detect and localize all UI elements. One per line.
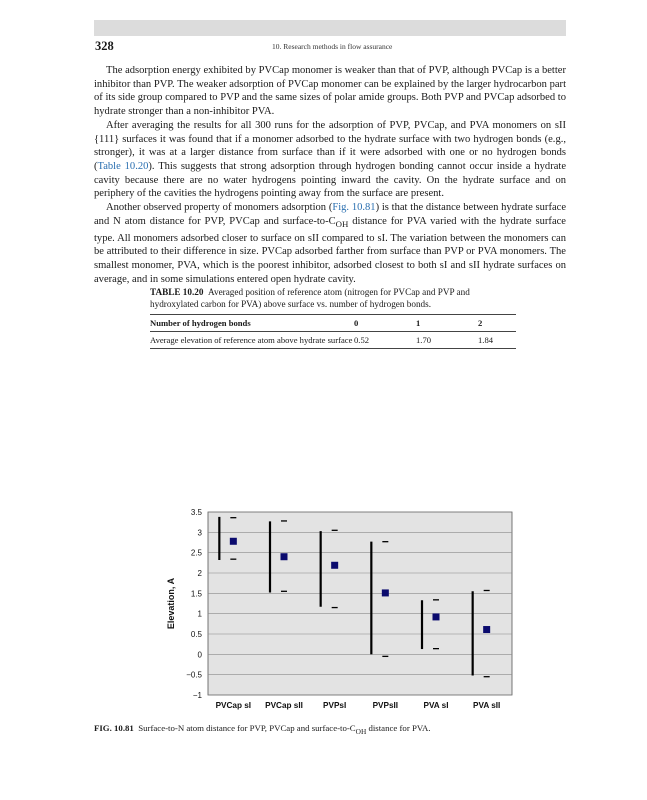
- table-cell: Average elevation of reference atom above hydrate surface: [150, 335, 353, 345]
- body-text: [94, 64, 566, 286]
- running-head: 10. Research methods in flow assurance: [272, 42, 393, 51]
- y-tick-label: 2.5: [190, 548, 202, 558]
- x-tick-label: PVCap sI: [215, 701, 252, 710]
- y-axis-label: Elevation, A: [166, 577, 176, 630]
- figure-caption-text-a: Surface-to-N atom distance for PVP, PVCap and surface-to-C: [138, 723, 356, 733]
- elevation-chart: [160, 502, 520, 720]
- mean-marker: [382, 589, 389, 596]
- paragraph-3: [94, 201, 566, 286]
- x-tick-label: PVCap sII: [265, 701, 303, 710]
- table-header-cell: 2: [478, 318, 483, 328]
- figure: [160, 502, 520, 720]
- table-header-cell: 1: [416, 318, 421, 328]
- y-tick-label: 3.5: [190, 508, 202, 517]
- paragraph-2: [94, 119, 566, 201]
- p2-text-b: ). This suggests that strong adsorption through hydrogen bonding cannot occur inside a hydrate cavity because there are no water hydrogens pointing inward the cavity. On the hydrate surface and on periphery of the cavities the hydrogens pointing away from the surface are present.: [94, 160, 566, 200]
- header-bar: [94, 20, 566, 36]
- y-tick-label: 1.5: [190, 589, 202, 599]
- table-row: [150, 332, 516, 349]
- table-ref-link[interactable]: Table 10.20: [97, 160, 149, 172]
- figure-label: FIG. 10.81: [94, 723, 134, 733]
- p2-text-a: After averaging the results for all 300 runs for the adsorption of PVP, PVCap, and PVA monomers on sII {111} surfaces it was found that if a monomer adsorbed to the hydrate surface with two hydrogen bonds (e.g., stronger), it was at a larger distance from surface than if it were adsorbed with one or no hydrogen bonds (: [94, 119, 566, 172]
- paragraph-1: The adsorption energy exhibited by PVCap monomer is weaker than that of PVP, although PVCap is a better inhibitor than PVP. The weaker adsorption of PVCap monomer can be explained by the larger hydrocarbon part of its side group compared to PVP and the same sizes of polar amide groups. Both PVP and PVCap adsorbed to hydrate stronger than a non-inhibitor PVA.: [94, 65, 566, 118]
- mean-marker: [433, 613, 440, 620]
- table-cell: 1.70: [416, 335, 432, 345]
- figure-caption-subscript: OH: [355, 726, 367, 736]
- p3-subscript: OH: [335, 218, 349, 229]
- y-tick-label: −1: [192, 691, 202, 700]
- x-tick-label: PVA sI: [423, 701, 449, 710]
- mean-marker: [331, 562, 338, 569]
- table-cell: 1.84: [478, 335, 494, 345]
- y-tick-label: 1: [197, 609, 202, 619]
- figure-caption-text-b: distance for PVA.: [366, 723, 431, 733]
- mean-marker: [281, 553, 288, 560]
- y-tick-label: 0: [197, 650, 202, 660]
- data-table: [150, 314, 516, 349]
- y-tick-label: 0.5: [190, 630, 202, 639]
- mean-marker: [483, 626, 490, 633]
- y-tick-label: 3: [197, 528, 202, 538]
- table-label: TABLE 10.20: [150, 287, 204, 297]
- y-tick-label: −0.5: [186, 670, 202, 680]
- plot-area: [208, 512, 512, 695]
- p3-text-a: Another observed property of monomers adsorption (: [106, 202, 333, 214]
- table-block: [150, 287, 516, 349]
- table-cell: 0.52: [354, 335, 370, 345]
- p3-text-b: ) is that the distance between hydrate surface and N atom distance for PVP, PVCap and surface-to-C: [94, 202, 566, 227]
- y-tick-label: 2: [197, 569, 202, 578]
- table-caption-text: Averaged position of reference atom (nitrogen for PVCap and PVP and hydroxylated carbon for PVA) above surface vs. number of hydrogen bonds.: [150, 287, 470, 309]
- table-header-cell: Number of hydrogen bonds: [150, 318, 251, 328]
- table-header-row: [150, 315, 516, 332]
- table-caption: [150, 287, 516, 310]
- table-header-cell: 0: [354, 318, 359, 328]
- figure-caption: [94, 723, 566, 736]
- x-tick-label: PVPsI: [323, 701, 347, 710]
- page-number: 328: [95, 39, 114, 53]
- figure-ref-link[interactable]: Fig. 10.81: [332, 202, 376, 214]
- x-tick-label: PVPsII: [372, 701, 399, 710]
- p3-text-c: distance for PVA varied with the hydrate surface type. All monomers adsorbed closer to surface on sII compared to sI. The variation between the monomers can be attributed to their difference in size. PVCap adsorbed farther from surface than PVP or PVA monomers. The smallest monomer, PVA, which is the poorest inhibitor, adsorbed closest to both sI and sII hydrate surfaces on average, and in some simulations entered open hydrate cavity.: [94, 215, 566, 285]
- mean-marker: [230, 538, 237, 545]
- x-tick-label: PVA sII: [473, 701, 501, 710]
